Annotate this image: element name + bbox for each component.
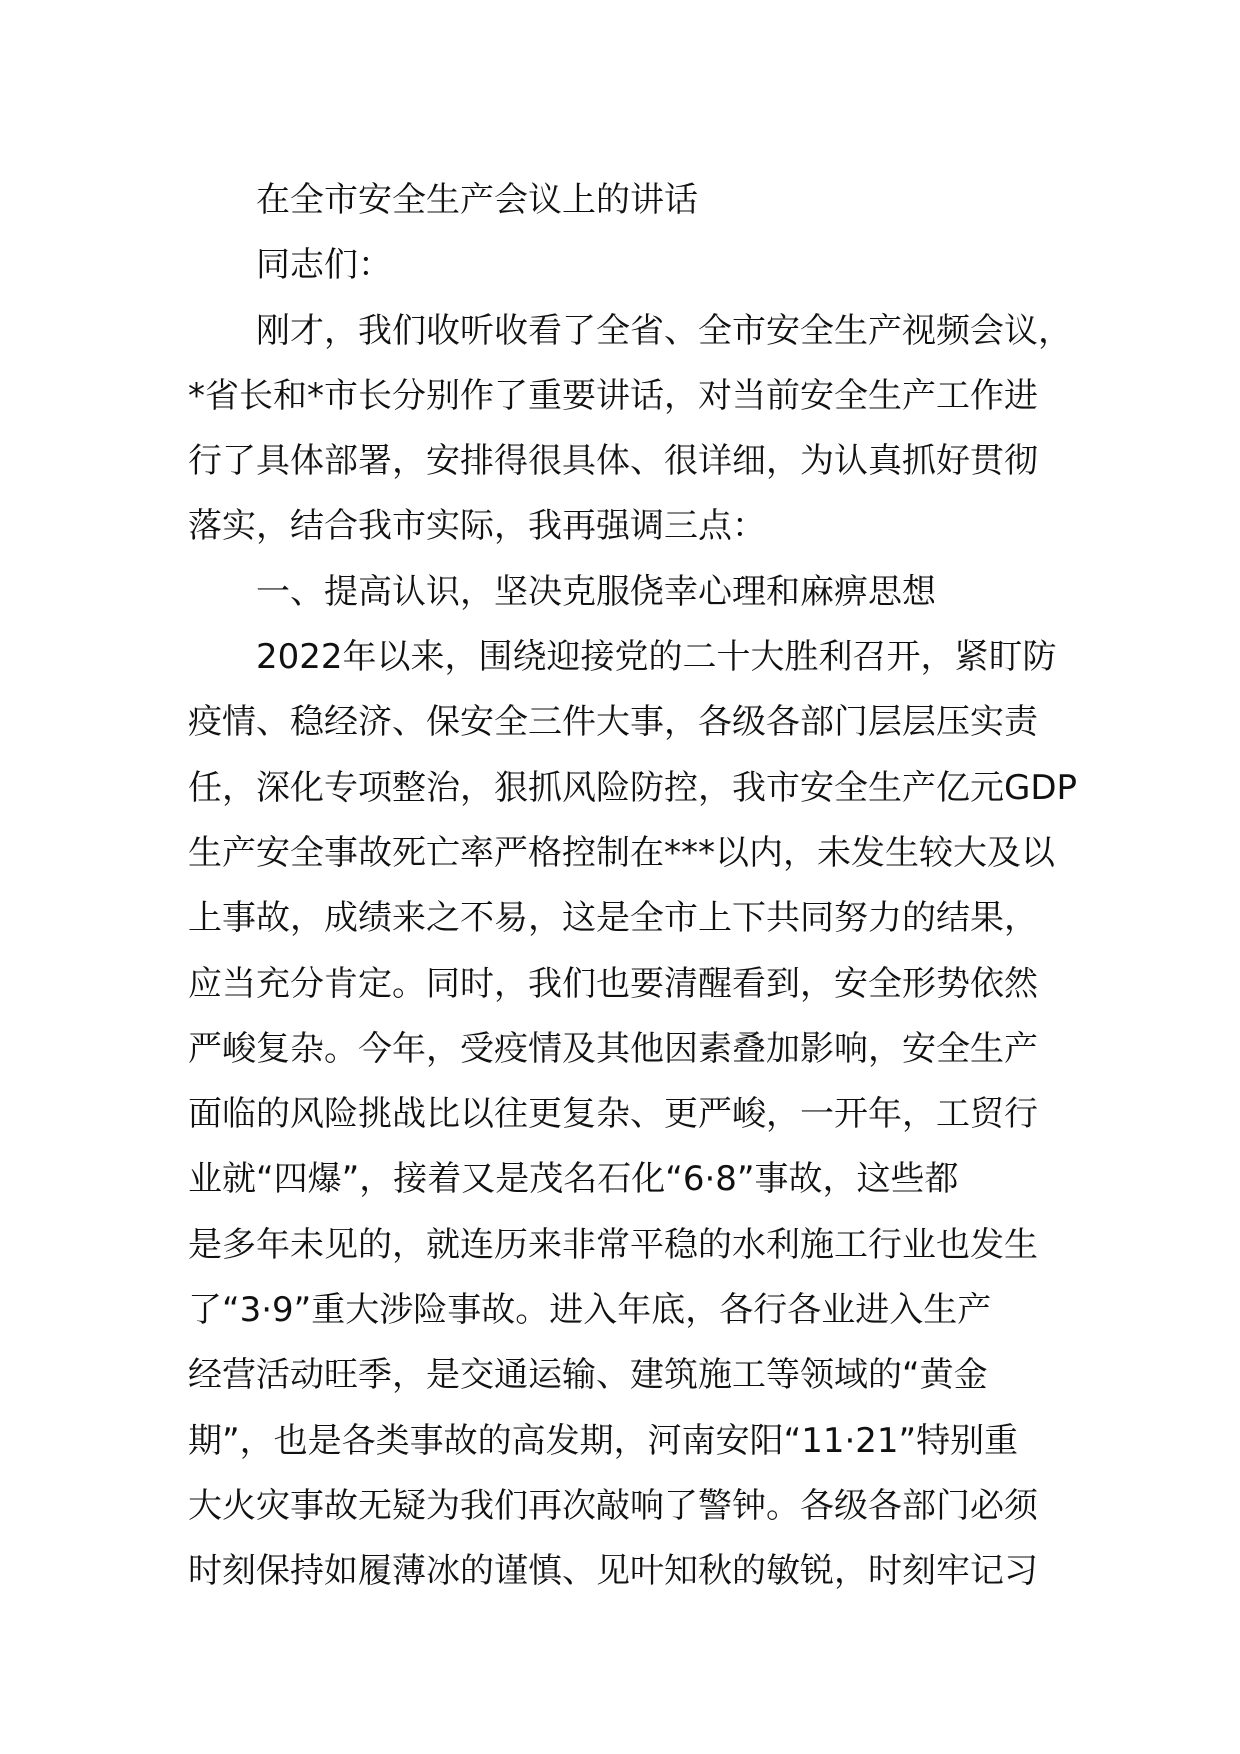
paragraph-line: 经营活动旺季，是交通运输、建筑施工等领域的“黄金 [188, 1355, 988, 1396]
paragraph-line: 应当充分肯定。同时，我们也要清醒看到，安全形势依然 [188, 963, 1038, 1004]
section-heading: 一、提高认识，坚决克服侥幸心理和麻痹思想 [256, 571, 936, 612]
paragraph-line: 期”，也是各类事故的高发期，河南安阳“11·21”特别重 [188, 1420, 1019, 1461]
paragraph-line: 生产安全事故死亡率严格控制在***以内，未发生较大及以 [188, 832, 1055, 873]
paragraph-line: 大火灾事故无疑为我们再次敲响了警钟。各级各部门必须 [188, 1485, 1038, 1526]
paragraph-line: 了“3·9”重大涉险事故。进入年底，各行各业进入生产 [188, 1290, 992, 1331]
document-title: 在全市安全生产会议上的讲话 [256, 180, 698, 220]
paragraph-line: 落实，结合我市实际，我再强调三点： [188, 506, 766, 547]
paragraph-line: 2022年以来，围绕迎接党的二十大胜利召开，紧盯防 [256, 637, 1057, 678]
paragraph-line: 是多年未见的，就连历来非常平稳的水利施工行业也发生 [188, 1224, 1038, 1265]
paragraph-line: 时刻保持如履薄冰的谨慎、见叶知秋的敏锐，时刻牢记习 [188, 1551, 1038, 1592]
paragraph-line: 行了具体部署，安排得很具体、很详细，为认真抓好贯彻 [188, 441, 1038, 482]
paragraph-line: 刚才，我们收听收看了全省、全市安全生产视频会议， [256, 310, 1072, 351]
paragraph-line: 任，深化专项整治，狠抓风险防控，我市安全生产亿元GDP [188, 767, 1078, 808]
paragraph-line: 业就“四爆”，接着又是茂名石化“6·8”事故，这些都 [188, 1159, 959, 1200]
paragraph-line: 上事故，成绩来之不易，这是全市上下共同努力的结果， [188, 898, 1038, 939]
paragraph-line: *省长和*市长分别作了重要讲话，对当前安全生产工作进 [188, 375, 1038, 416]
paragraph-line: 疫情、稳经济、保安全三件大事，各级各部门层层压实责 [188, 702, 1038, 743]
document-body [188, 168, 1078, 1605]
paragraph-line: 面临的风险挑战比以往更复杂、更严峻，一开年，工贸行 [188, 1094, 1038, 1135]
paragraph-line: 严峻复杂。今年，受疫情及其他因素叠加影响，安全生产 [188, 1028, 1038, 1069]
salutation: 同志们： [256, 245, 392, 286]
